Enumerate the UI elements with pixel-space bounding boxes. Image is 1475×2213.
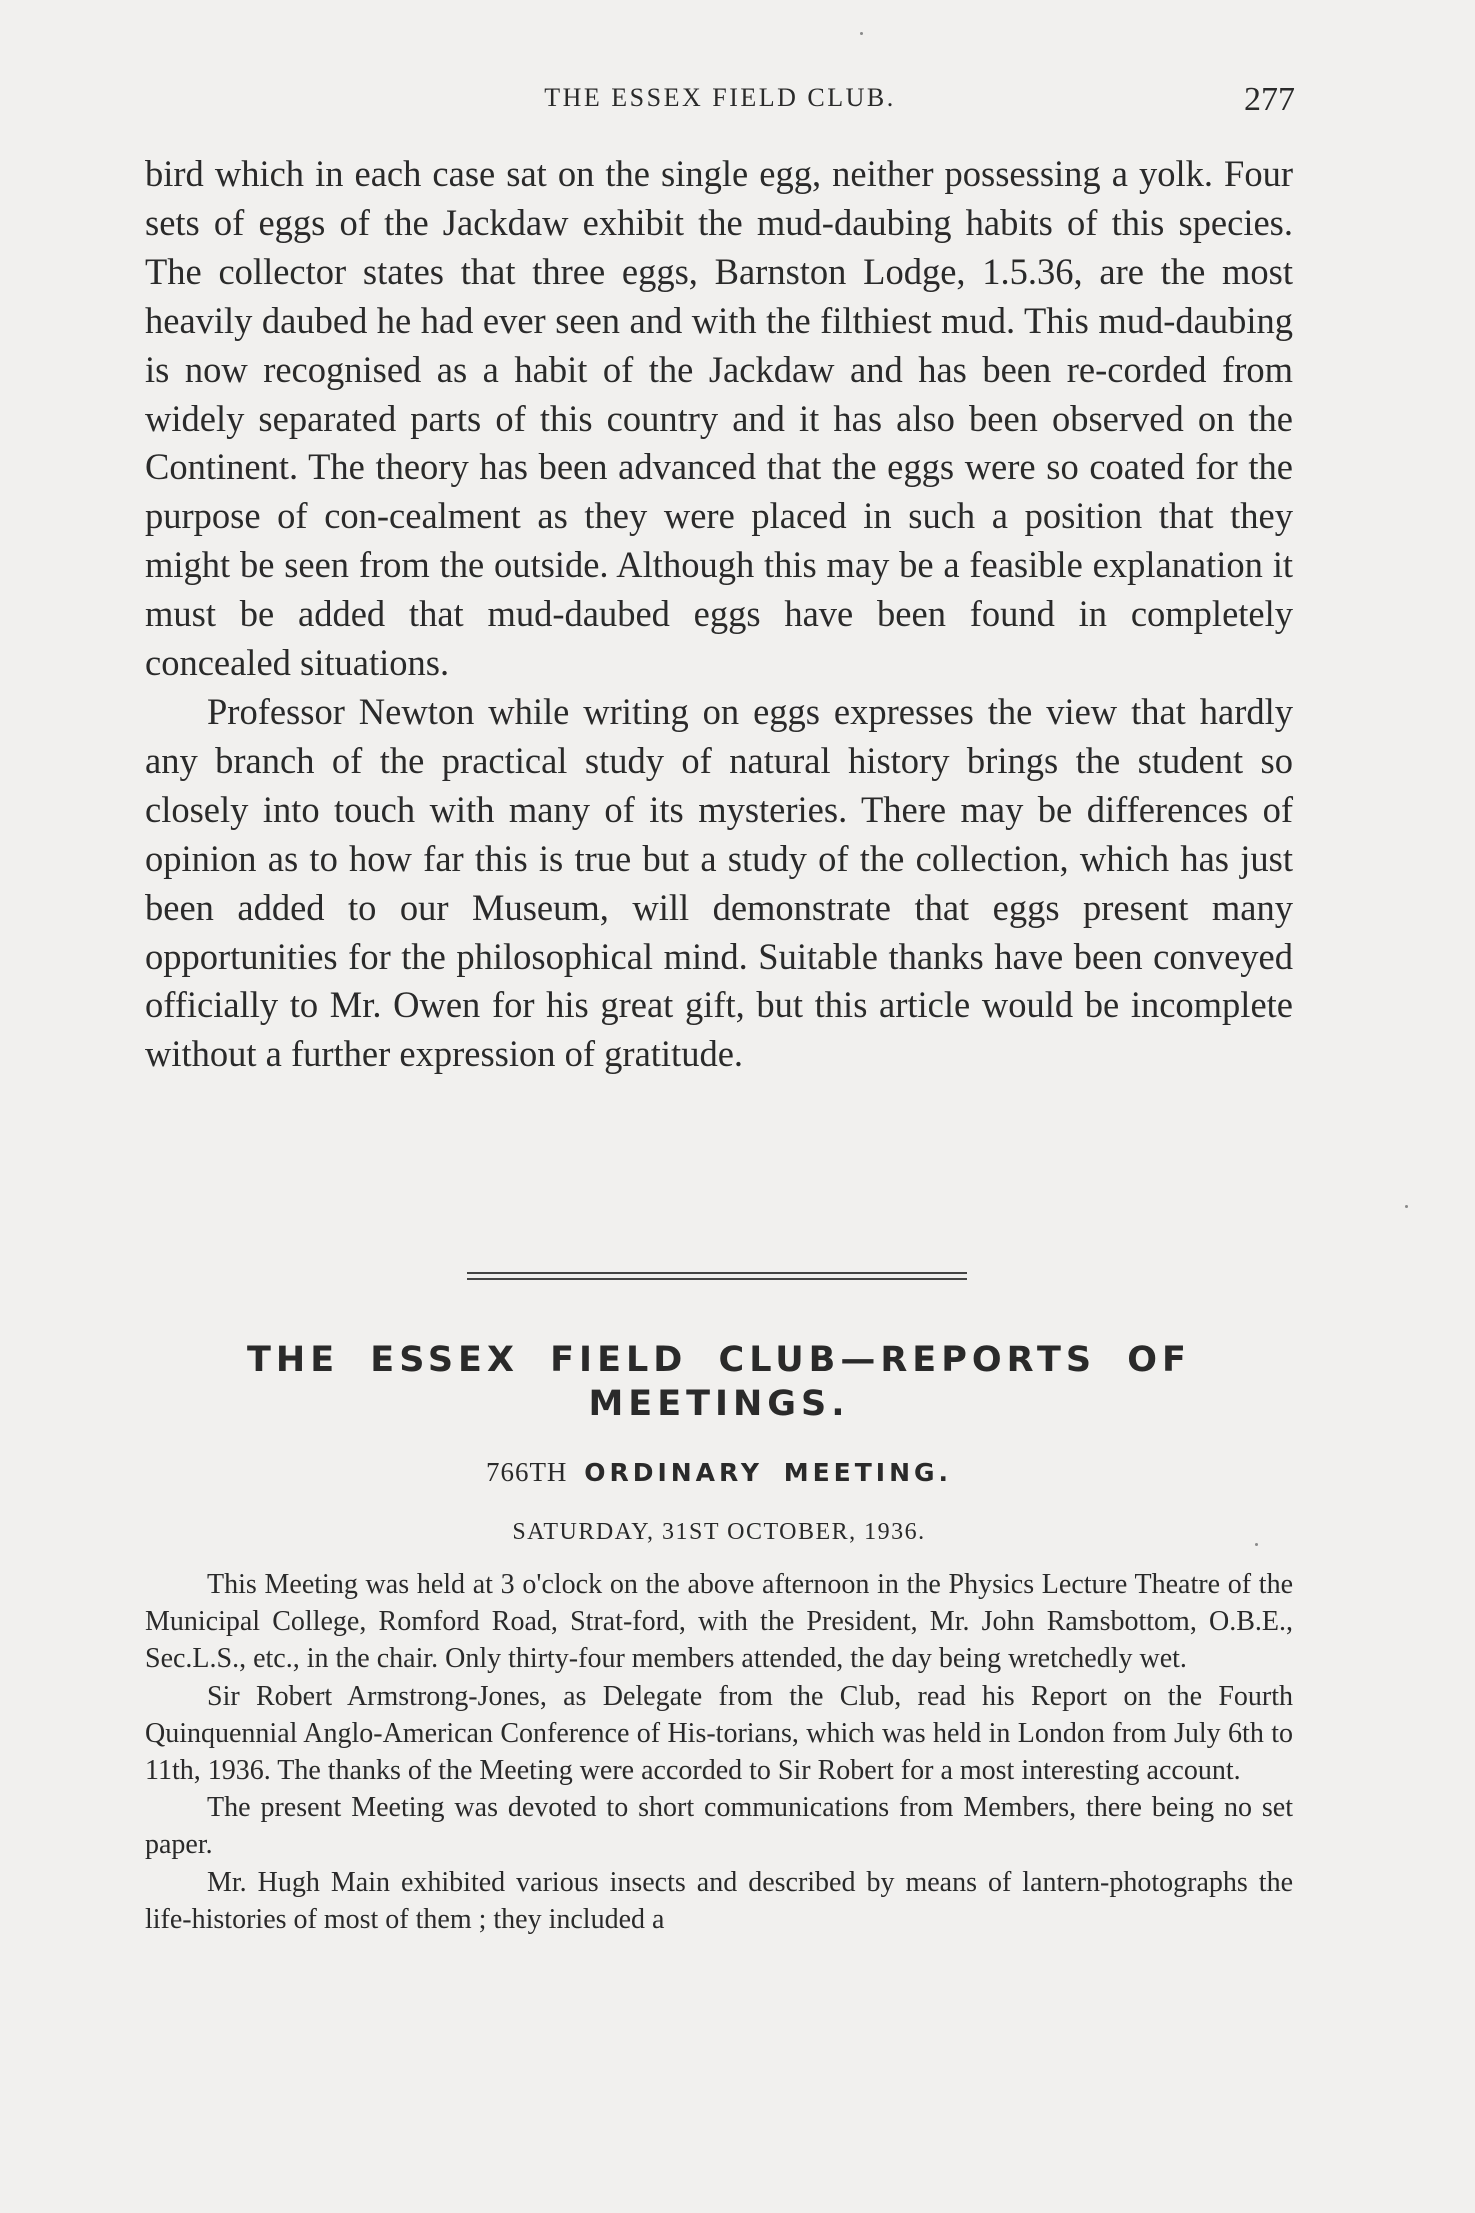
article-paragraph: Professor Newton while writing on eggs expresses the view that hardly any branch of the practical study of natural history brings the student so closely into touch with many of its mysteries. There may be differences of opinion as to how far this is true but a study of the collection, which has just been added to our Museum, will demonstrate that eggs present many opportunities for the philosophical mind. Suitable thanks have been conveyed officially to Mr. Owen for his great gift, but this article would be incomplete without a further expression of gratitude. xyxy=(145,690,1293,1075)
meeting-heading xyxy=(145,1452,1293,1493)
paper-speck xyxy=(1255,1543,1258,1546)
meeting-report xyxy=(145,1566,1293,1938)
section-divider xyxy=(467,1272,967,1282)
running-head xyxy=(145,78,1295,118)
article-body xyxy=(145,150,1293,1079)
report-paragraph: Sir Robert Armstrong-Jones, as Delegate from the Club, read his Report on the Fourth Quinquennial Anglo-American Conference of His-torians, which was held in London from July 6th to 11th, 1936. The thanks of the Meeting were accorded to Sir Robert for a most interesting account. xyxy=(145,1680,1293,1787)
meeting-number: 766TH xyxy=(485,1457,568,1487)
meeting-name: ORDINARY MEETING. xyxy=(584,1458,953,1487)
page-number: 277 xyxy=(1244,81,1295,118)
section-title: THE ESSEX FIELD CLUB—REPORTS OF MEETINGS. xyxy=(247,1340,1191,1424)
running-title: THE ESSEX FIELD CLUB. xyxy=(544,83,896,112)
paper-speck xyxy=(860,32,863,35)
report-paragraph: The present Meeting was devoted to short communications from Members, there being no set paper. xyxy=(145,1792,1293,1861)
paper-speck xyxy=(1405,1205,1408,1208)
article-paragraph: bird which in each case sat on the single egg, neither possessing a yolk. Four sets of eggs of the Jackdaw exhibit the mud-daubing habits of this species. The collector states that three eggs, Barnston Lodge, 1.5.36, are the most heavily daubed he had ever seen and with the filthiest mud. This mud-daubing is now recognised as a habit of the Jackdaw and has been re-corded from widely separated parts of this country and it has also been observed on the Continent. The theory has been advanced that the eggs were so coated for the purpose of con-cealment as they were placed in such a position that they might be seen from the outside. Although this may be a feasible explanation it must be added that mud-daubed eggs have been found in completely concealed situations. xyxy=(145,153,1293,684)
meeting-date: SATURDAY, 31ST OCTOBER, 1936. xyxy=(512,1519,926,1545)
report-paragraph: This Meeting was held at 3 o'clock on the above afternoon in the Physics Lecture Theatre of the Municipal College, Romford Road, Strat-ford, with the President, Mr. John Ramsbottom, O.B.E., Sec.L.S., etc., in the chair. Only thirty-four members attended, the day being wretchedly wet. xyxy=(145,1569,1293,1675)
report-paragraph: Mr. Hugh Main exhibited various insects and described by means of lantern-photographs the life-histories of most of them ; they included a xyxy=(145,1866,1293,1935)
